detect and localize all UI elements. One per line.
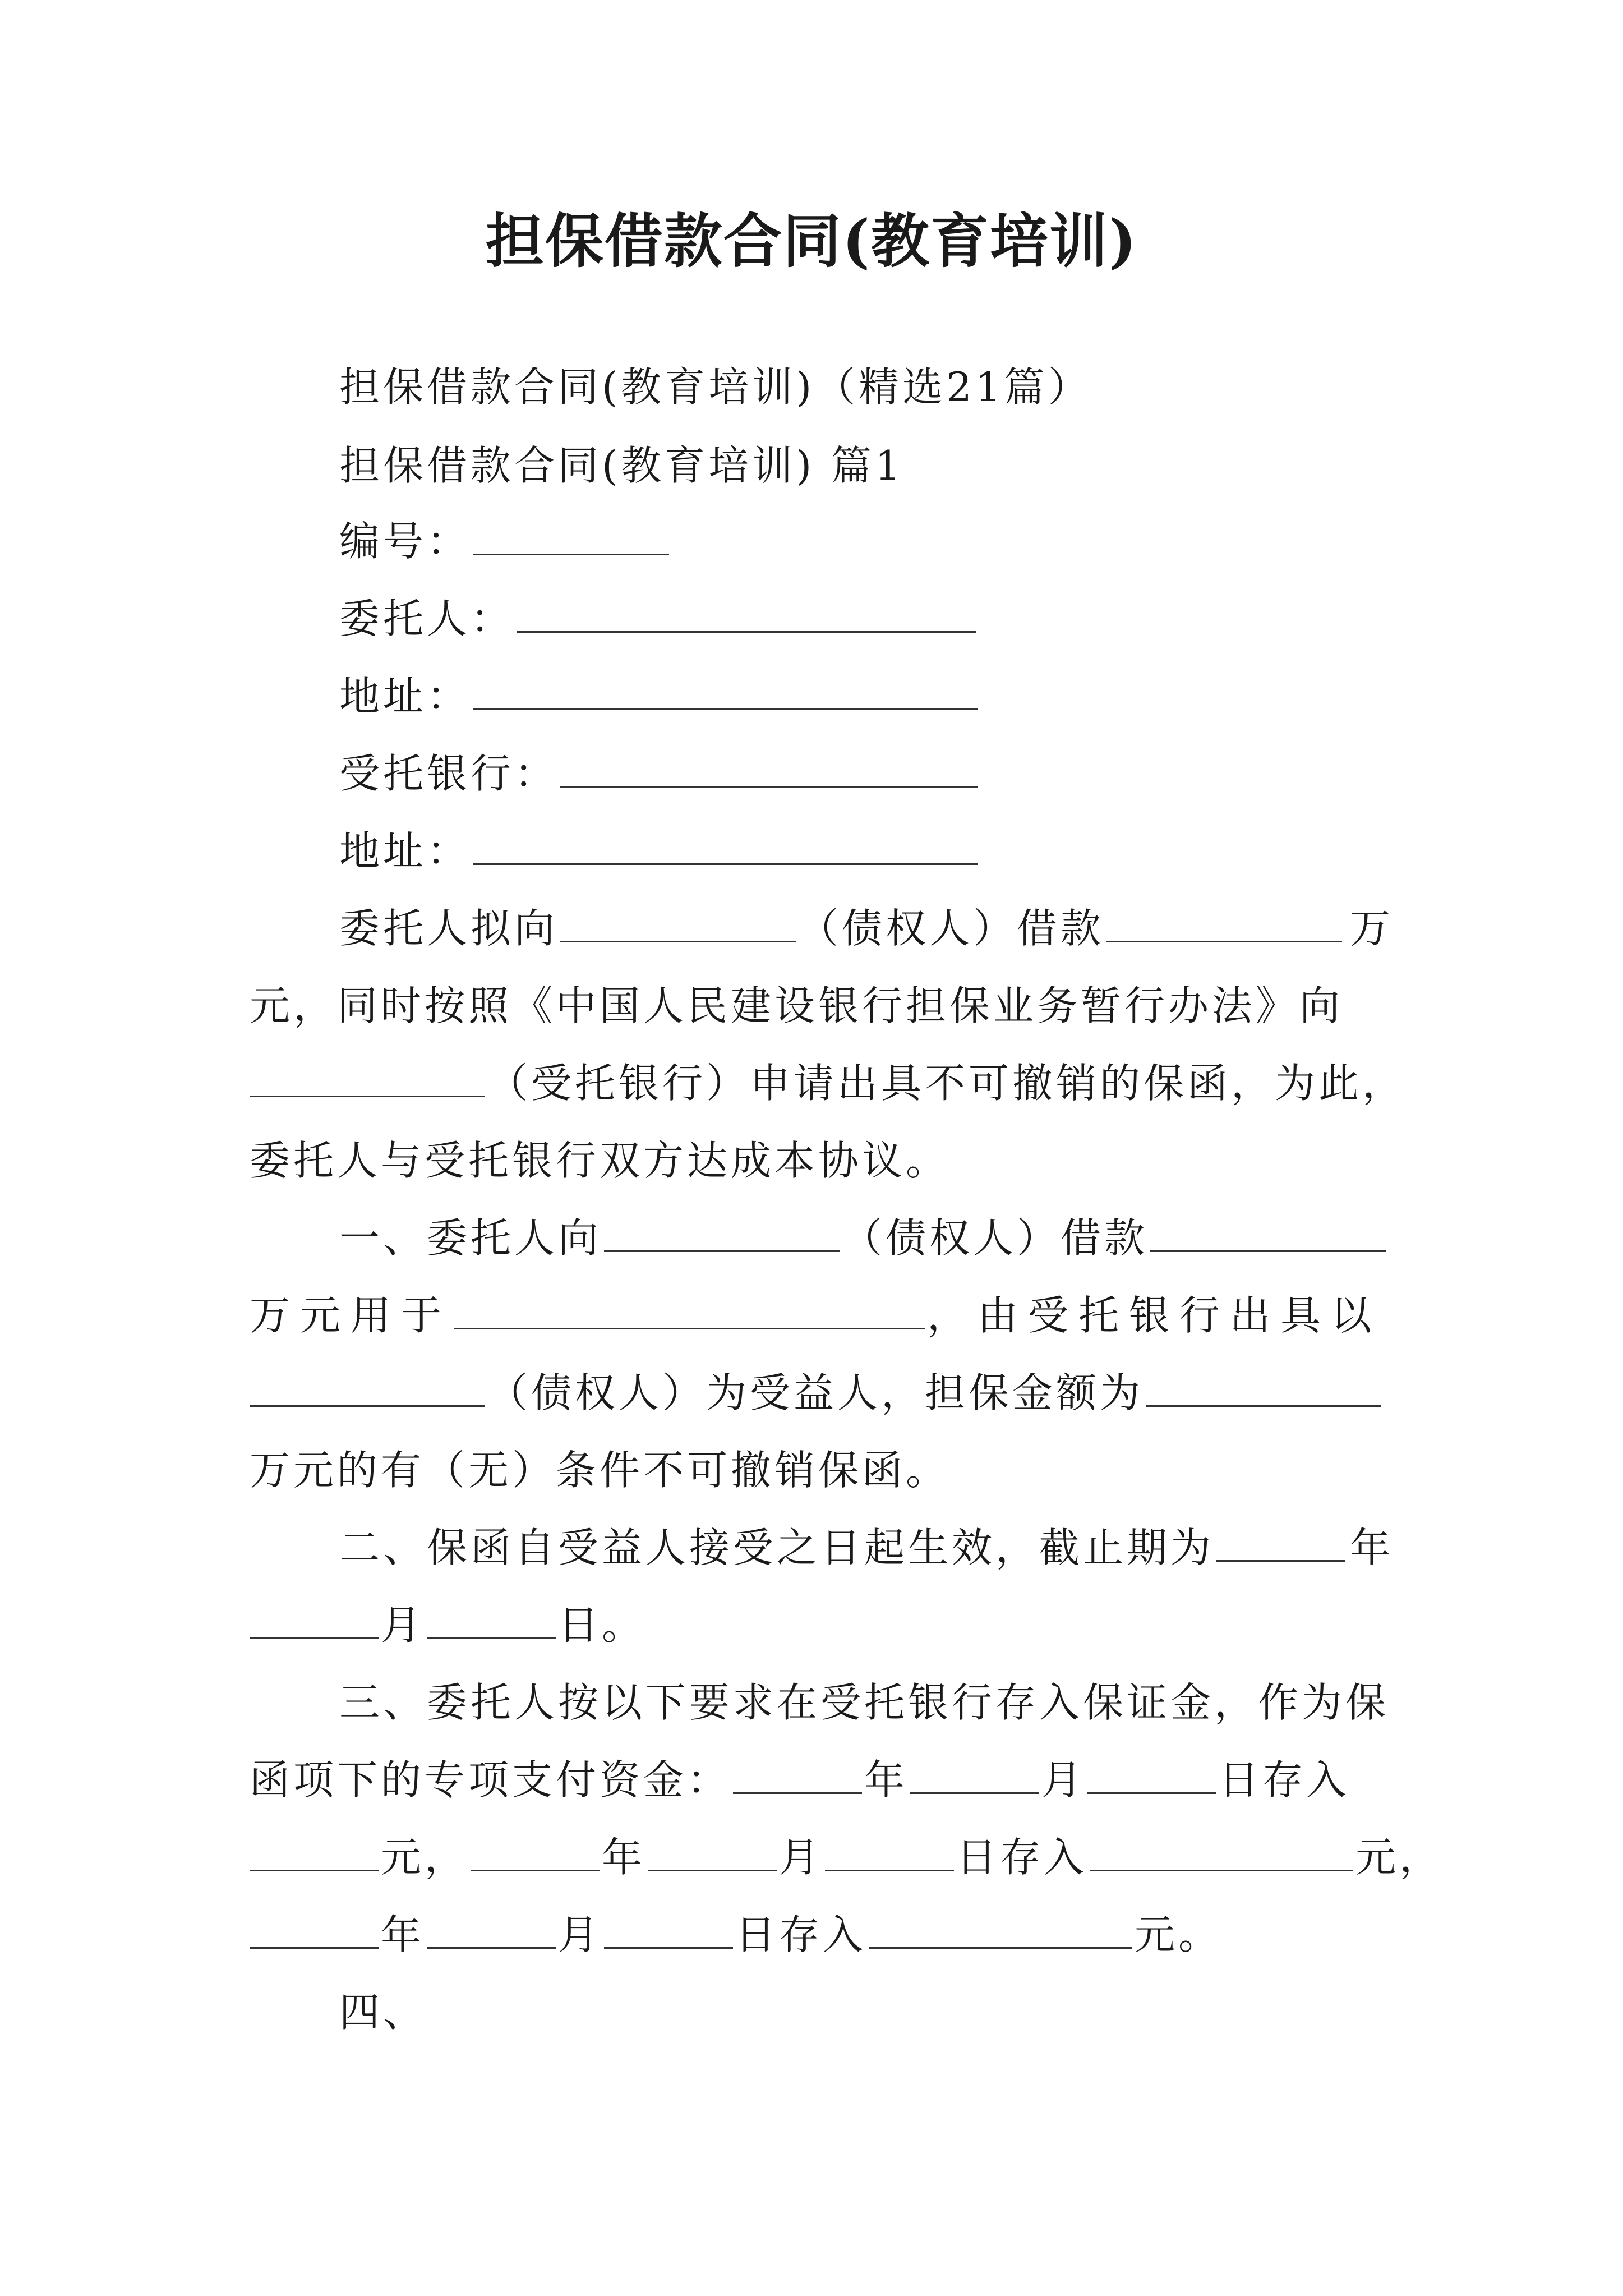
field-address-2 <box>339 823 1394 879</box>
blank-line <box>910 1755 1039 1794</box>
para2-line2 <box>250 1287 1394 1343</box>
field-label: 受托银行： <box>339 750 559 797</box>
blank-line <box>560 749 978 788</box>
field-principal <box>339 591 1394 647</box>
text: 月 <box>1041 1756 1086 1803</box>
blank-line <box>473 826 978 865</box>
field-label: 编号： <box>339 518 471 565</box>
blank-line <box>250 1600 379 1639</box>
para2-line1 <box>339 1210 1394 1266</box>
text: （债权人）为受益人，担保金额为 <box>487 1369 1144 1416</box>
text: （债权人）借款 <box>798 905 1105 952</box>
para1-line3 <box>250 1055 1407 1111</box>
text: 年 <box>381 1911 425 1958</box>
text: 日。 <box>558 1602 646 1649</box>
blank-line <box>1090 1833 1353 1871</box>
blank-line <box>560 904 796 942</box>
para4-line4 <box>250 1907 1394 1963</box>
blank-line <box>427 1910 556 1949</box>
text: 函项下的专项支付资金： <box>250 1756 731 1803</box>
blank-line <box>733 1755 862 1794</box>
text: ，由受托银行出具以 <box>927 1292 1382 1339</box>
para2-line4: 万元的有（无）条件不可撤销保函。 <box>250 1447 950 1494</box>
para3-line2 <box>250 1597 1394 1653</box>
subtitle: 担保借款合同(教育培训)（精选21篇） <box>339 364 1092 411</box>
field-address-1 <box>339 668 1394 724</box>
text: 日存入 <box>1219 1756 1350 1803</box>
blank-line <box>1087 1755 1216 1794</box>
blank-line <box>250 1910 379 1949</box>
text: 日存入 <box>735 1911 867 1958</box>
blank-line <box>604 1910 733 1949</box>
blank-line <box>648 1833 777 1871</box>
text: 元， <box>381 1834 469 1881</box>
text: 万 <box>1349 905 1394 952</box>
blank-line <box>473 517 669 555</box>
text: 委托人拟向 <box>339 905 559 952</box>
blank-line <box>427 1600 556 1639</box>
text: 万元用于 <box>250 1292 452 1339</box>
text: 元。 <box>1135 1911 1223 1958</box>
blank-line <box>250 1059 485 1097</box>
para3-line1 <box>339 1520 1394 1576</box>
text: 月 <box>381 1602 425 1649</box>
document-title: 担保借款合同(教育培训) <box>485 206 1138 275</box>
text: 年 <box>1349 1524 1394 1571</box>
blank-line <box>825 1833 954 1871</box>
blank-line <box>1146 1368 1381 1407</box>
text: 二、保函自受益人接受之日起生效，截止期为 <box>339 1524 1215 1571</box>
blank-line <box>471 1833 600 1871</box>
para4-line1: 三、委托人按以下要求在受托银行存入保证金，作为保 <box>339 1679 1390 1726</box>
para1-line2: 元，同时按照《中国人民建设银行担保业务暂行办法》向 <box>250 982 1344 1029</box>
section-heading: 担保借款合同(教育培训) 篇1 <box>339 442 904 489</box>
blank-line <box>473 671 978 710</box>
text: （债权人）借款 <box>842 1214 1149 1262</box>
text: 月 <box>558 1911 602 1958</box>
blank-line <box>250 1368 485 1407</box>
blank-line <box>869 1910 1132 1949</box>
text: （受托银行）申请出具不可撤销的保函，为此， <box>487 1060 1407 1107</box>
blank-line <box>250 1833 379 1871</box>
para4-line3 <box>250 1829 1444 1885</box>
text: 日存入 <box>956 1834 1088 1881</box>
text: 年 <box>602 1834 646 1881</box>
text: 元， <box>1355 1834 1444 1881</box>
field-bank <box>339 746 1394 802</box>
field-label: 委托人： <box>339 595 515 642</box>
text: 年 <box>864 1756 909 1803</box>
blank-line <box>1106 904 1342 942</box>
field-number <box>339 513 1394 569</box>
text: 一、委托人向 <box>339 1214 602 1262</box>
field-label: 地址： <box>339 673 471 720</box>
blank-line <box>1216 1523 1345 1562</box>
text: 月 <box>779 1834 823 1881</box>
para5-line1: 四、 <box>339 1989 427 2036</box>
blank-line <box>517 594 976 633</box>
blank-line <box>604 1213 840 1252</box>
para4-line2 <box>250 1752 1394 1808</box>
blank-line <box>454 1291 925 1329</box>
field-label: 地址： <box>339 827 471 875</box>
para1-line4: 委托人与受托银行双方达成本协议。 <box>250 1137 950 1184</box>
para2-line3 <box>250 1365 1394 1421</box>
para1-line1 <box>339 900 1394 956</box>
blank-line <box>1150 1213 1386 1252</box>
